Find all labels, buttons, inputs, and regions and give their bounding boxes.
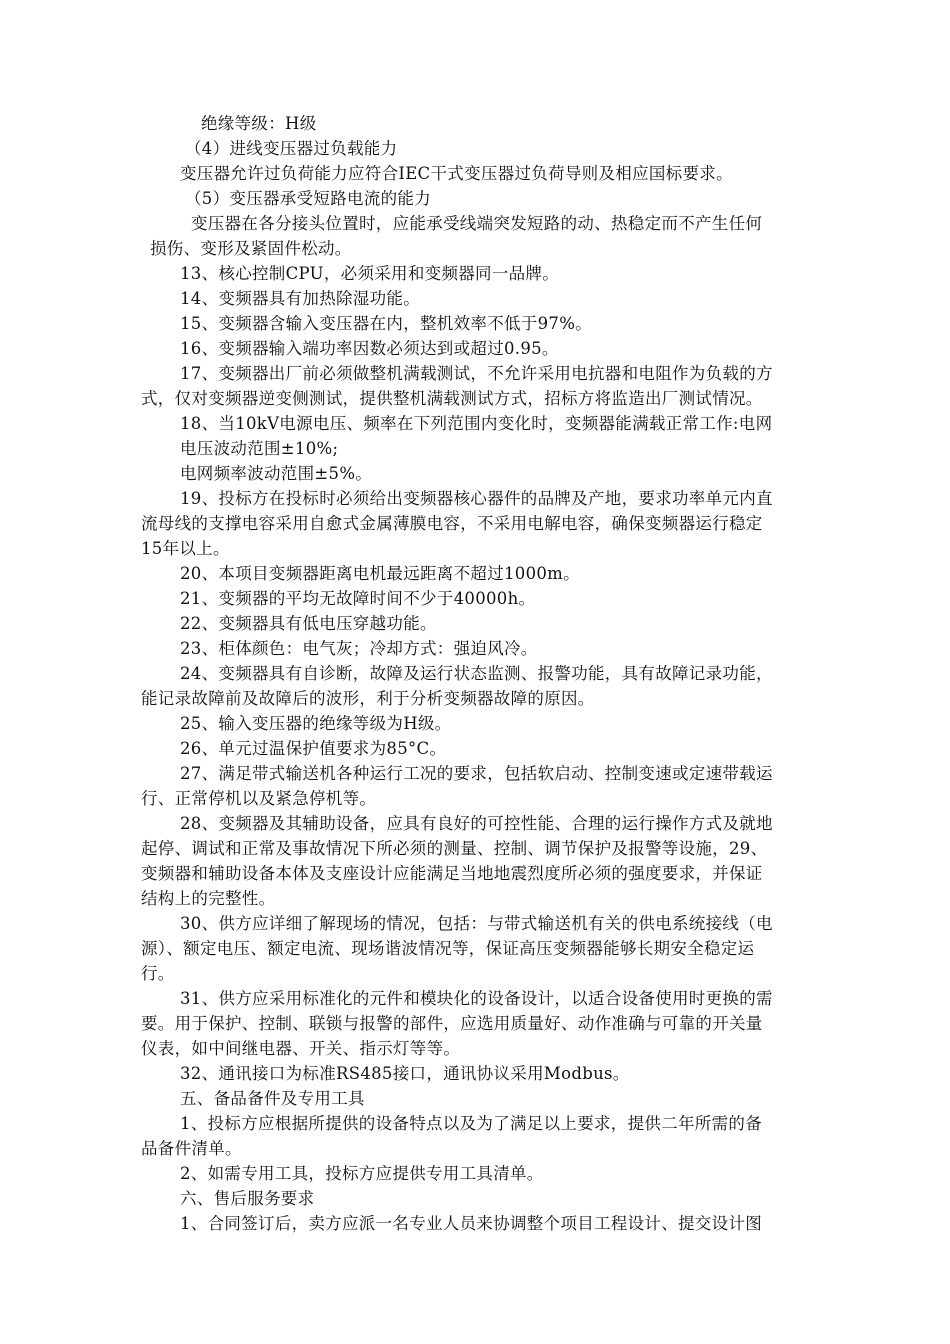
text-line: 式，仅对变频器逆变侧测试，提供整机满载测试方式，招标方将监造出厂测试情况。 — [141, 389, 763, 408]
text-line: 仪表，如中间继电器、开关、指示灯等等。 — [141, 1039, 461, 1058]
section-heading: 六、售后服务要求 — [180, 1189, 315, 1208]
text-line: 行、正常停机以及紧急停机等。 — [141, 789, 377, 808]
text-line: 损伤、变形及紧固件松动。 — [150, 239, 352, 258]
list-item: 17、变频器出厂前必须做整机满载测试，不允许采用电抗器和电阻作为负载的方 — [180, 364, 773, 383]
list-item: 14、变频器具有加热除湿功能。 — [180, 289, 420, 308]
list-item: 28、变频器及其辅助设备，应具有良好的可控性能、合理的运行操作方式及就地 — [180, 814, 773, 833]
list-item: 13、核心控制CPU，必须采用和变频器同一品牌。 — [180, 264, 560, 283]
list-item: 31、供方应采用标准化的元件和模块化的设备设计，以适合设备使用时更换的需 — [180, 989, 773, 1008]
list-item: 22、变频器具有低电压穿越功能。 — [180, 614, 437, 633]
list-item: 24、变频器具有自诊断，故障及运行状态监测、报警功能，具有故障记录功能， — [180, 664, 773, 683]
text-line: 结构上的完整性。 — [141, 889, 276, 908]
subsection-heading: （5）变压器承受短路电流的能力 — [185, 189, 431, 208]
list-item: 32、通讯接口为标准RS485接口，通讯协议采用Modbus。 — [180, 1064, 630, 1083]
text-line: 15年以上。 — [141, 539, 230, 558]
text-line: 电压波动范围±10%; — [180, 439, 339, 458]
text-line: 电网频率波动范围±5%。 — [180, 464, 373, 483]
list-item: 30、供方应详细了解现场的情况，包括：与带式输送机有关的供电系统接线（电 — [180, 914, 773, 933]
list-item: 20、本项目变频器距离电机最远距离不超过1000m。 — [180, 564, 580, 583]
text-line: 起停、调试和正常及事故情况下所必须的测量、控制、调节保护及报警等设施，29、 — [141, 839, 768, 858]
list-item: 2、如需专用工具，投标方应提供专用工具清单。 — [180, 1164, 544, 1183]
list-item: 25、输入变压器的绝缘等级为H级。 — [180, 714, 452, 733]
list-item: 19、投标方在投标时必须给出变频器核心器件的品牌及产地，要求功率单元内直 — [180, 489, 773, 508]
text-line: 源）、额定电压、额定电流、现场谐波情况等，保证高压变频器能够长期安全稳定运 — [141, 939, 755, 958]
subsection-heading: （4）进线变压器过负载能力 — [185, 139, 398, 158]
list-item: 16、变频器输入端功率因数必须达到或超过0.95。 — [180, 339, 559, 358]
list-item: 23、柜体颜色：电气灰；冷却方式：强迫风冷。 — [180, 639, 538, 658]
text-line: 行。 — [141, 964, 175, 983]
list-item: 21、变频器的平均无故障时间不少于40000h。 — [180, 589, 536, 608]
text-line: 流母线的支撑电容采用自愈式金属薄膜电容，不采用电解电容，确保变频器运行稳定 — [141, 514, 763, 533]
section-heading: 五、备品备件及专用工具 — [180, 1089, 365, 1108]
list-item: 1、合同签订后，卖方应派一名专业人员来协调整个项目工程设计、提交设计图 — [180, 1214, 762, 1233]
list-item: 1、投标方应根据所提供的设备特点以及为了满足以上要求，提供二年所需的备 — [180, 1114, 762, 1133]
text-line: 变频器和辅助设备本体及支座设计应能满足当地地震烈度所必须的强度要求，并保证 — [141, 864, 763, 883]
list-item: 27、满足带式输送机各种运行工况的要求，包括软启动、控制变速或定速带载运 — [180, 764, 773, 783]
text-line: 品备件清单。 — [141, 1139, 242, 1158]
text-line: 变压器在各分接头位置时，应能承受线端突发短路的动、热稳定而不产生任何 — [191, 214, 763, 233]
list-item: 15、变频器含输入变压器在内，整机效率不低于97%。 — [180, 314, 592, 333]
list-item: 26、单元过温保护值要求为85°C。 — [180, 739, 447, 758]
text-line: 绝缘等级：H级 — [201, 114, 317, 133]
text-line: 变压器允许过负荷能力应符合IEC干式变压器过负荷导则及相应国标要求。 — [180, 164, 733, 183]
text-line: 要。用于保护、控制、联锁与报警的部件，应选用质量好、动作准确与可靠的开关量 — [141, 1014, 763, 1033]
text-line: 能记录故障前及故障后的波形，利于分析变频器故障的原因。 — [141, 689, 595, 708]
list-item: 18、当10kV电源电压、频率在下列范围内变化时，变频器能满载正常工作:电网 — [180, 414, 773, 433]
